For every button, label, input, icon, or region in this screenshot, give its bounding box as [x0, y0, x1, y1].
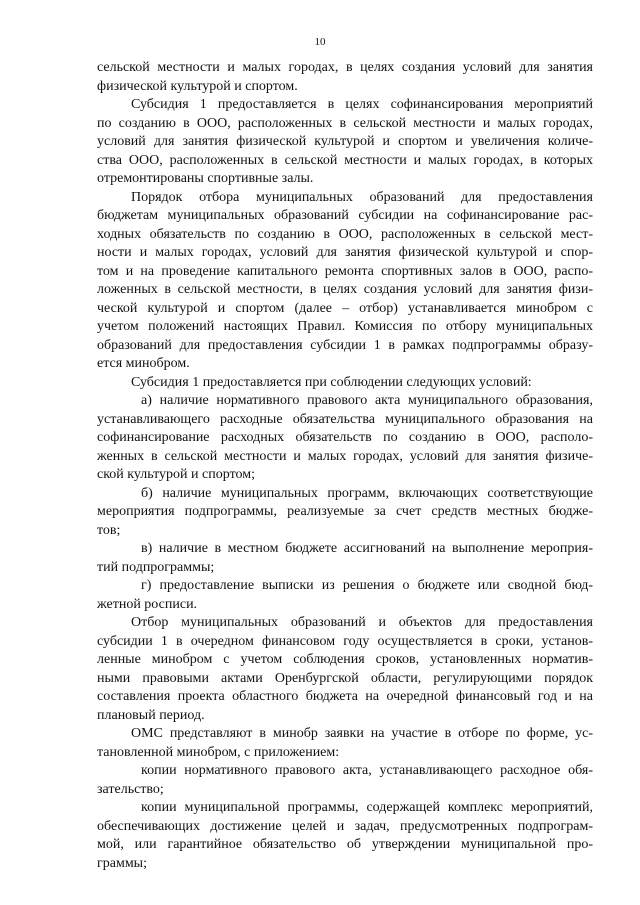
text-line: ности и малых городах, условий для занятия физической культурой и спор- [97, 245, 593, 260]
paragraph [97, 374, 593, 393]
text-line: отремонтированы спортивные залы. [97, 171, 314, 186]
page-number: 10 [314, 36, 326, 48]
text-line: Субсидия 1 предоставляется в целях софинансирования мероприятий [131, 97, 593, 112]
text-line: а) наличие нормативного правового акта муниципального образования, [141, 393, 593, 408]
body-text [97, 59, 593, 873]
text-line: тановленной минобром, с приложением: [97, 744, 340, 760]
text-line: Субсидия 1 предоставляется при соблюдении следующих условий: [131, 374, 532, 390]
text-line: женных в сельской местности и малых городах, условий для занятия физиче- [97, 448, 593, 464]
text-line: софинансирование расходных обязательств по созданию в ООО, располо- [97, 430, 593, 445]
text-line: зательство; [97, 781, 164, 797]
text-line: мой, или гарантийное обязательство об утверждении муниципальной про- [97, 837, 593, 852]
paragraph [97, 189, 593, 374]
text-line: копии муниципальной программы, содержащей комплекс мероприятий, [141, 800, 593, 815]
paragraph [97, 614, 593, 725]
paragraph [97, 59, 593, 96]
text-line: б) наличие муниципальных программ, включающих соответствующие [141, 485, 593, 501]
text-line: устанавливающего расходные обязательства муниципального образования на [97, 411, 593, 427]
paragraph [97, 392, 593, 485]
text-line: Порядок отбора муниципальных образований для предоставления [131, 189, 593, 205]
text-line: г) предоставление выписки из решения о бюджете или сводной бюд- [141, 578, 593, 593]
text-line: сельской местности и малых городах, в целях создания условий для занятия [97, 60, 593, 75]
text-line: ходных обязательств по созданию в ООО, расположенных в сельской мест- [97, 226, 593, 242]
text-line: субсидии 1 в очередном финансовом году осуществляется в сроки, установ- [97, 633, 593, 649]
paragraph [97, 577, 593, 614]
text-line: тий подпрограммы; [97, 559, 215, 575]
text-line: образований для предоставления субсидии 1 в рамках подпрограммы образу- [97, 337, 593, 353]
text-line: ется минобром. [97, 356, 190, 371]
text-line: ской культурой и спортом; [97, 467, 255, 482]
text-line: жетной росписи. [97, 596, 198, 612]
text-line: граммы; [97, 855, 147, 871]
text-line: ства ООО, расположенных в сельской местности и малых городах, в которых [97, 152, 593, 168]
text-line: ОМС представляют в минобр заявки на участие в отборе по форме, ус- [131, 726, 593, 741]
text-line: ческой культурой и спортом (далее – отбор) устанавливается минобром с [97, 300, 593, 316]
text-line: ложенных в сельской местности, в целях создания условий для занятия физи- [97, 282, 593, 297]
text-line: физической культурой и спортом. [97, 78, 298, 94]
text-line: ленные минобром с учетом соблюдения сроков, установленных норматив- [97, 652, 593, 667]
text-line: ными правовыми актами Оренбургской области, регулирующими порядок [97, 670, 593, 686]
text-line: составления проекта областного бюджета на очередной финансовый год и на [97, 689, 593, 704]
text-line: Отбор муниципальных образований и объектов для предоставления [131, 615, 593, 630]
paragraph [97, 762, 593, 799]
text-line: плановый период. [97, 707, 205, 723]
paragraph [97, 725, 593, 762]
text-line: тов; [97, 522, 121, 538]
text-line: бюджетам муниципальных образований субсидии на софинансирование рас- [97, 208, 593, 223]
text-line: копии нормативного правового акта, устанавливающего расходное обя- [141, 763, 593, 778]
text-line: условий для занятия физической культурой и спортом и увеличения количе- [97, 134, 593, 149]
text-line: учетом положений настоящих Правил. Комиссия по отбору муниципальных [97, 319, 593, 334]
paragraph [97, 485, 593, 541]
text-line: по созданию в ООО, расположенных в сельской местности и малых городах, [97, 115, 593, 131]
text-line: в) наличие в местном бюджете ассигнований на выполнение мероприя- [141, 541, 593, 556]
paragraph [97, 96, 593, 189]
text-line: том и на проведение капитального ремонта спортивных залов в ООО, распо- [97, 263, 593, 279]
text-line: обеспечивающих достижение целей и задач, предусмотренных подпрограм- [97, 818, 593, 834]
text-line: мероприятия подпрограммы, реализуемые за счет средств местных бюдже- [97, 504, 593, 519]
paragraph [97, 540, 593, 577]
paragraph [97, 799, 593, 873]
